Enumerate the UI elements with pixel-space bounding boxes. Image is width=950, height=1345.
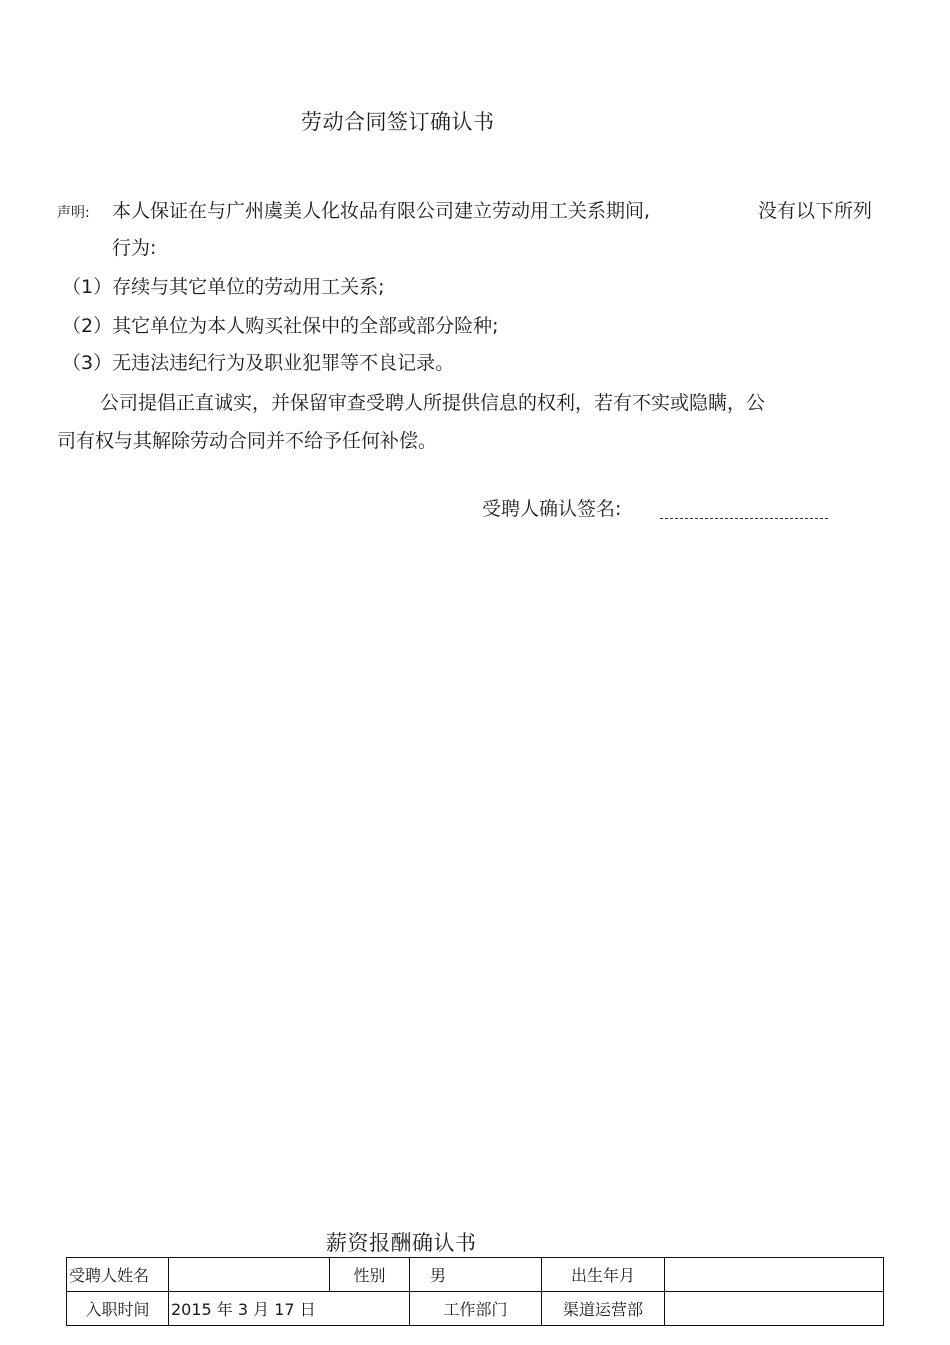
- department-value-cell[interactable]: 渠道运营部: [542, 1292, 665, 1326]
- signature-label: 受聘人确认签名:: [482, 498, 622, 520]
- contract-title: 劳动合同签订确认书: [301, 110, 495, 134]
- entry-date-label-cell: 入职时间: [67, 1292, 169, 1326]
- policy-paragraph-line-2: 司有权与其解除劳动合同并不给予任何补偿。: [57, 430, 438, 452]
- salary-info-table: [66, 1257, 884, 1326]
- declaration-line-1: 本人保证在与广州虞美人化妆品有限公司建立劳动用工关系期间,: [112, 200, 651, 222]
- table-row: [67, 1258, 884, 1292]
- table-row: [67, 1292, 884, 1326]
- empty-cell: [665, 1292, 884, 1326]
- declaration-line-1-tail: 没有以下所列: [758, 200, 873, 222]
- birth-label-cell: 出生年月: [542, 1258, 665, 1292]
- signature-line[interactable]: [660, 518, 828, 519]
- name-label-cell: 受聘人姓名: [67, 1258, 169, 1292]
- salary-title: 薪资报酬确认书: [326, 1231, 477, 1255]
- declaration-label: 声明:: [57, 205, 90, 221]
- name-value-cell[interactable]: [169, 1258, 330, 1292]
- declaration-item-2: （2）其它单位为本人购买社保中的全部或部分险种;: [62, 315, 499, 337]
- gender-value-cell[interactable]: 男: [410, 1258, 542, 1292]
- policy-paragraph-line-1: 公司提倡正直诚实，并保留审查受聘人所提供信息的权利，若有不实或隐瞒，公: [100, 392, 766, 414]
- declaration-line-2: 行为:: [112, 237, 157, 259]
- gender-label-cell: 性别: [330, 1258, 410, 1292]
- department-label-cell: 工作部门: [410, 1292, 542, 1326]
- declaration-item-1: （1）存续与其它单位的劳动用工关系;: [62, 276, 385, 298]
- entry-date-value-cell[interactable]: 2015 年 3 月 17 日: [169, 1292, 410, 1326]
- birth-value-cell[interactable]: [665, 1258, 884, 1292]
- declaration-item-3: （3）无违法违纪行为及职业犯罪等不良记录。: [62, 352, 455, 374]
